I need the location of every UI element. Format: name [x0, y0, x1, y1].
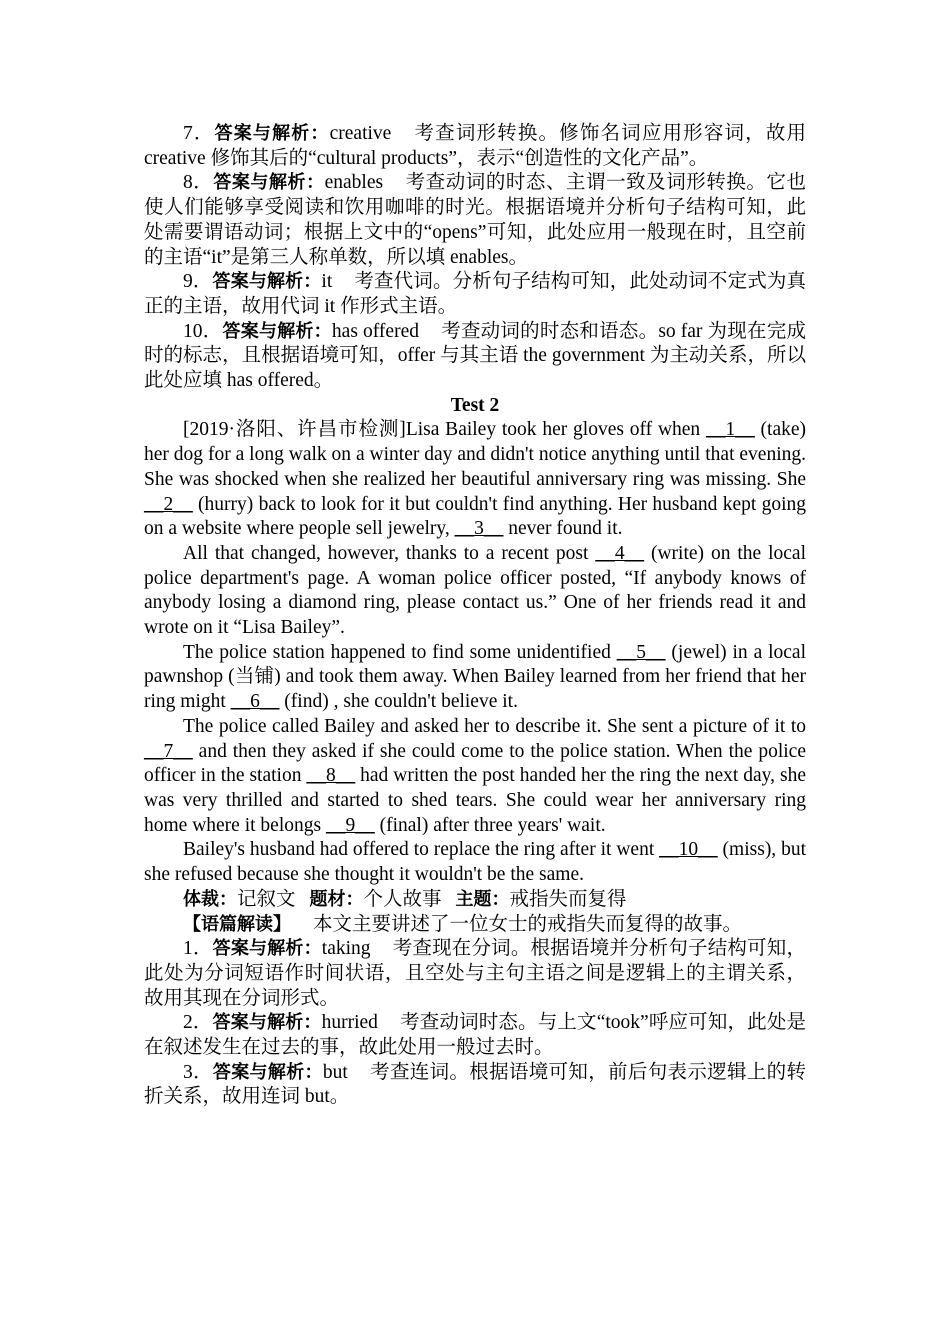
answer-explanation: 考查现在分词。根据语境并分析句子结构可知，此处为分词短语作时间状语，且空处与主句主语之间是逻辑上的主谓关系，故用其现在分词形式。 — [144, 938, 806, 1009]
passage-paragraph-5: Bailey's husband had offered to replace the ring after it went __10__ (miss), but she refused because she thought it wouldn't be the same. — [144, 839, 807, 886]
answer-label: 答案与解析： — [214, 123, 330, 144]
answer-2: 2．答案与解析：hurried 考查动词时态。与上文“took”呼应可知，此处是在叙述发生在过去的事，故此处用一般过去时。 — [144, 1012, 807, 1059]
answer-7: 7．答案与解析：creative 考查词形转换。修饰名词应用形容词，故用 creative 修饰其后的“cultural products”，表示“创造性的文化产品”。 — [144, 123, 806, 169]
document-page — [144, 122, 806, 1110]
answer-label: 答案与解析： — [212, 1012, 322, 1034]
answer-label: 答案与解析： — [213, 172, 325, 194]
blank-2: __2__ — [144, 493, 193, 515]
blank-3: __3__ — [454, 518, 504, 540]
reading-label: 【语篇解读】 — [183, 913, 291, 935]
answer-9: 9．答案与解析：it 考查代词。分析句子结构可知，此处动词不定式为真正的主语，故用代词 it 作形式主语。 — [144, 271, 806, 317]
reading-text: 本文主要讲述了一位女士的戒指失而复得的故事。 — [313, 913, 743, 935]
answer-explanation: 考查词形转换。修饰名词应用形容词，故用 creative 修饰其后的“cultural products”，表示“创造性的文化产品”。 — [144, 123, 806, 169]
answer-word: creative — [329, 123, 392, 144]
genre-value: 记叙文 — [237, 888, 296, 910]
answer-label: 答案与解析： — [212, 271, 322, 293]
blank-7: __7__ — [144, 740, 193, 762]
answer-explanation: 考查代词。分析句子结构可知，此处动词不定式为真正的主语，故用代词 it 作形式主语。 — [144, 271, 806, 317]
answer-label: 答案与解析： — [212, 1061, 323, 1083]
answer-3: 3．答案与解析：but 考查连词。根据语境可知，前后句表示逻辑上的转折关系，故用连词 but。 — [144, 1061, 806, 1108]
theme-value: 戒指失而复得 — [509, 888, 627, 910]
passage-paragraph-1: [2019·洛阳、许昌市检测]Lisa Bailey took her gloves off when __1__ (take) her dog for a long walk on a winter day and didn't notice anything until that evening. She was shocked when she realized her beautiful anniversary ring was missing. She __2__ (hurry) back to look for it but couldn't find anything. Her husband kept going on a website where people sell jewelry, __3__ never found it. — [144, 419, 807, 540]
blank-10: __10__ — [659, 839, 718, 861]
topic-label: 题材： — [309, 888, 364, 910]
answer-1: 1．答案与解析：taking 考查现在分词。根据语境并分析句子结构可知，此处为分词短语作时间状语，且空处与主句主语之间是逻辑上的主谓关系，故用其现在分词形式。 — [144, 938, 806, 1009]
answer-explanation: 考查动词的时态、主谓一致及词形转换。它也使人们能够享受阅读和饮用咖啡的时光。根据语境并分析句子结构可知，此处需要谓语动词；根据上文中的“opens”可知，此处应用一般现在时，且空前的主语“it”是第三人称单数，所以填 enables。 — [144, 172, 806, 268]
theme-label: 主题： — [455, 888, 510, 910]
genre-label: 体裁： — [183, 888, 237, 910]
answer-explanation: 考查连词。根据语境可知，前后句表示逻辑上的转折关系，故用连词 but。 — [144, 1061, 806, 1108]
passage-paragraph-2: All that changed, however, thanks to a recent post __4__ (write) on the local police department's page. A woman police officer posted, “If anybody knows of anybody losing a diamond ring, please contact us.” One of her friends read it and wrote on it “Lisa Bailey”. — [144, 542, 806, 639]
blank-8: __8__ — [306, 765, 356, 787]
blank-6: __6__ — [230, 691, 280, 713]
answer-label: 答案与解析： — [212, 938, 322, 960]
passage-paragraph-3: The police station happened to find some unidentified __5__ (jewel) in a local pawnshop (当铺) and took them away. When Bailey learned from her friend that her ring might __6__ (find) , she couldn't believe it. — [144, 641, 807, 713]
passage-paragraph-4: The police called Bailey and asked her to describe it. She sent a picture of it to __7__ and then they asked if she could come to the police station. When the police officer in the station __8__ had written the post handed her the ring the next day, she was very thrilled and started to shed tears. She could wear her anniversary ring home where it belongs __9__ (final) after three years' wait. — [144, 715, 806, 836]
answer-word: it — [321, 271, 333, 293]
answer-word: taking — [321, 938, 371, 960]
genre-line — [144, 888, 806, 913]
topic-value: 个人故事 — [363, 888, 442, 910]
test-title: Test 2 — [450, 394, 500, 416]
answer-label: 答案与解析： — [222, 320, 332, 342]
answer-word: enables — [324, 172, 384, 194]
source-note: [2019·洛阳、许昌市检测] — [183, 419, 406, 441]
answer-explanation: 考查动词时态。与上文“took”呼应可知，此处是在叙述发生在过去的事，故此处用一般过去时。 — [144, 1012, 807, 1059]
answer-10: 10．答案与解析：has offered 考查动词的时态和语态。so far 为现在完成时的标志，且根据语境可知，offer 与其主语 the government 为主动关系，所以此处应填 has offered。 — [144, 320, 806, 392]
answer-explanation: 考查动词的时态和语态。so far 为现在完成时的标志，且根据语境可知，offer 与其主语 the government 为主动关系，所以此处应填 has offered。 — [144, 320, 806, 392]
blank-9: __9__ — [325, 814, 375, 836]
answer-8: 8．答案与解析：enables 考查动词的时态、主谓一致及词形转换。它也使人们能够享受阅读和饮用咖啡的时光。根据语境并分析句子结构可知，此处需要谓语动词；根据上文中的“opens”可知，此处应用一般现在时，且空前的主语“it”是第三人称单数，所以填 enables。 — [144, 172, 806, 268]
blank-4: __4__ — [595, 542, 645, 564]
reading-summary — [144, 913, 806, 938]
answer-word: but — [322, 1061, 348, 1083]
blank-5: __5__ — [616, 641, 666, 663]
answer-word: has offered — [331, 320, 419, 342]
answer-word: hurried — [321, 1012, 378, 1034]
blank-1: __1__ — [706, 419, 755, 441]
